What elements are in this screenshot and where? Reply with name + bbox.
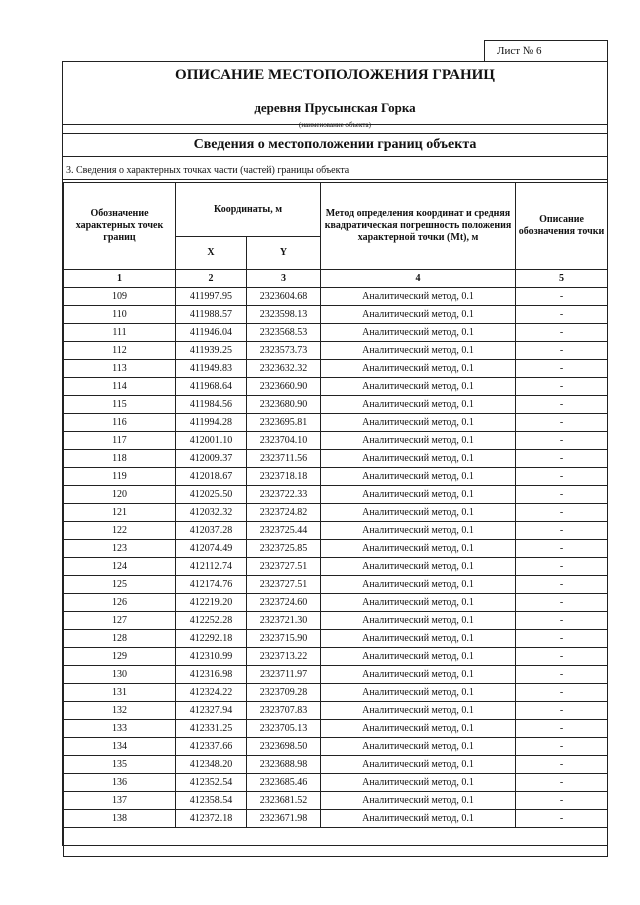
description-cell: -	[516, 450, 608, 468]
x-coordinate-cell: 411997.95	[176, 288, 247, 306]
x-coordinate-cell: 412348.20	[176, 756, 247, 774]
method-cell: Аналитический метод, 0.1	[321, 630, 516, 648]
point-id-cell: 109	[64, 288, 176, 306]
empty-footer-cell	[64, 828, 608, 857]
method-cell: Аналитический метод, 0.1	[321, 558, 516, 576]
y-coordinate-cell: 2323707.83	[247, 702, 321, 720]
method-cell: Аналитический метод, 0.1	[321, 306, 516, 324]
col-header-description: Описание обозначения точки	[516, 183, 608, 270]
x-coordinate-cell: 412372.18	[176, 810, 247, 828]
x-coordinate-cell: 411968.64	[176, 378, 247, 396]
point-id-cell: 125	[64, 576, 176, 594]
point-id-cell: 118	[64, 450, 176, 468]
method-cell: Аналитический метод, 0.1	[321, 540, 516, 558]
y-coordinate-cell: 2323724.82	[247, 504, 321, 522]
col-number: 1	[64, 270, 176, 288]
table-row	[64, 522, 608, 540]
description-cell: -	[516, 396, 608, 414]
x-coordinate-cell: 411988.57	[176, 306, 247, 324]
y-coordinate-cell: 2323568.53	[247, 324, 321, 342]
method-cell: Аналитический метод, 0.1	[321, 288, 516, 306]
description-cell: -	[516, 738, 608, 756]
x-coordinate-cell: 412337.66	[176, 738, 247, 756]
method-cell: Аналитический метод, 0.1	[321, 576, 516, 594]
x-coordinate-cell: 412324.22	[176, 684, 247, 702]
col-header-x: X	[176, 237, 247, 270]
table-row	[64, 612, 608, 630]
object-name-note: (наименование объекта)	[299, 121, 371, 129]
table-row	[64, 288, 608, 306]
description-cell: -	[516, 324, 608, 342]
sheet-number: Лист № 6	[484, 40, 608, 62]
point-id-cell: 133	[64, 720, 176, 738]
description-cell: -	[516, 630, 608, 648]
x-coordinate-cell: 412352.54	[176, 774, 247, 792]
object-name: деревня Прусынская Горка	[63, 92, 607, 125]
description-cell: -	[516, 756, 608, 774]
y-coordinate-cell: 2323698.50	[247, 738, 321, 756]
x-coordinate-cell: 411946.04	[176, 324, 247, 342]
y-coordinate-cell: 2323727.51	[247, 576, 321, 594]
description-cell: -	[516, 666, 608, 684]
method-cell: Аналитический метод, 0.1	[321, 504, 516, 522]
point-id-cell: 114	[64, 378, 176, 396]
table-row	[64, 630, 608, 648]
x-coordinate-cell: 412219.20	[176, 594, 247, 612]
y-coordinate-cell: 2323695.81	[247, 414, 321, 432]
x-coordinate-cell: 412327.94	[176, 702, 247, 720]
point-id-cell: 129	[64, 648, 176, 666]
point-id-cell: 120	[64, 486, 176, 504]
y-coordinate-cell: 2323671.98	[247, 810, 321, 828]
y-coordinate-cell: 2323660.90	[247, 378, 321, 396]
description-cell: -	[516, 720, 608, 738]
y-coordinate-cell: 2323573.73	[247, 342, 321, 360]
description-cell: -	[516, 468, 608, 486]
description-cell: -	[516, 558, 608, 576]
y-coordinate-cell: 2323704.10	[247, 432, 321, 450]
table-row	[64, 360, 608, 378]
document-frame	[62, 61, 608, 846]
description-cell: -	[516, 486, 608, 504]
col-number: 3	[247, 270, 321, 288]
x-coordinate-cell: 412025.50	[176, 486, 247, 504]
description-cell: -	[516, 612, 608, 630]
y-coordinate-cell: 2323713.22	[247, 648, 321, 666]
point-id-cell: 131	[64, 684, 176, 702]
point-id-cell: 136	[64, 774, 176, 792]
description-cell: -	[516, 414, 608, 432]
description-cell: -	[516, 306, 608, 324]
table-row	[64, 720, 608, 738]
table-row	[64, 504, 608, 522]
y-coordinate-cell: 2323685.46	[247, 774, 321, 792]
point-id-cell: 123	[64, 540, 176, 558]
subsection-title: 3. Сведения о характерных точках части (частей) границы объекта	[63, 162, 607, 180]
x-coordinate-cell: 412174.76	[176, 576, 247, 594]
point-id-cell: 126	[64, 594, 176, 612]
x-coordinate-cell: 412252.28	[176, 612, 247, 630]
table-row	[64, 432, 608, 450]
method-cell: Аналитический метод, 0.1	[321, 666, 516, 684]
section-title: Сведения о местоположении границ объекта	[63, 133, 607, 157]
method-cell: Аналитический метод, 0.1	[321, 324, 516, 342]
table-row	[64, 486, 608, 504]
point-id-cell: 113	[64, 360, 176, 378]
x-coordinate-cell: 412310.99	[176, 648, 247, 666]
method-cell: Аналитический метод, 0.1	[321, 342, 516, 360]
method-cell: Аналитический метод, 0.1	[321, 360, 516, 378]
method-cell: Аналитический метод, 0.1	[321, 756, 516, 774]
description-cell: -	[516, 684, 608, 702]
description-cell: -	[516, 540, 608, 558]
table-row	[64, 540, 608, 558]
y-coordinate-cell: 2323688.98	[247, 756, 321, 774]
y-coordinate-cell: 2323680.90	[247, 396, 321, 414]
method-cell: Аналитический метод, 0.1	[321, 738, 516, 756]
y-coordinate-cell: 2323709.28	[247, 684, 321, 702]
col-header-coords: Координаты, м	[176, 183, 321, 237]
table-row	[64, 414, 608, 432]
col-number: 5	[516, 270, 608, 288]
point-id-cell: 115	[64, 396, 176, 414]
y-coordinate-cell: 2323705.13	[247, 720, 321, 738]
point-id-cell: 130	[64, 666, 176, 684]
method-cell: Аналитический метод, 0.1	[321, 594, 516, 612]
method-cell: Аналитический метод, 0.1	[321, 432, 516, 450]
document-title: ОПИСАНИЕ МЕСТОПОЛОЖЕНИЯ ГРАНИЦ	[175, 67, 495, 83]
method-cell: Аналитический метод, 0.1	[321, 378, 516, 396]
method-cell: Аналитический метод, 0.1	[321, 396, 516, 414]
table-row	[64, 378, 608, 396]
description-cell: -	[516, 792, 608, 810]
description-cell: -	[516, 576, 608, 594]
table-row	[64, 738, 608, 756]
x-coordinate-cell: 411994.28	[176, 414, 247, 432]
x-coordinate-cell: 412032.32	[176, 504, 247, 522]
method-cell: Аналитический метод, 0.1	[321, 702, 516, 720]
x-coordinate-cell: 412018.67	[176, 468, 247, 486]
x-coordinate-cell: 412001.10	[176, 432, 247, 450]
y-coordinate-cell: 2323711.56	[247, 450, 321, 468]
method-cell: Аналитический метод, 0.1	[321, 648, 516, 666]
method-cell: Аналитический метод, 0.1	[321, 522, 516, 540]
point-id-cell: 121	[64, 504, 176, 522]
description-cell: -	[516, 648, 608, 666]
col-header-y: Y	[247, 237, 321, 270]
point-id-cell: 117	[64, 432, 176, 450]
x-coordinate-cell: 412009.37	[176, 450, 247, 468]
point-id-cell: 135	[64, 756, 176, 774]
description-cell: -	[516, 360, 608, 378]
col-header-point: Обозначение характерных точек границ	[64, 183, 176, 270]
method-cell: Аналитический метод, 0.1	[321, 612, 516, 630]
description-cell: -	[516, 702, 608, 720]
method-cell: Аналитический метод, 0.1	[321, 486, 516, 504]
y-coordinate-cell: 2323715.90	[247, 630, 321, 648]
col-number: 2	[176, 270, 247, 288]
point-id-cell: 132	[64, 702, 176, 720]
y-coordinate-cell: 2323718.18	[247, 468, 321, 486]
description-cell: -	[516, 522, 608, 540]
method-cell: Аналитический метод, 0.1	[321, 468, 516, 486]
description-cell: -	[516, 504, 608, 522]
x-coordinate-cell: 411949.83	[176, 360, 247, 378]
y-coordinate-cell: 2323681.52	[247, 792, 321, 810]
table-body	[64, 288, 608, 828]
x-coordinate-cell: 412316.98	[176, 666, 247, 684]
method-cell: Аналитический метод, 0.1	[321, 450, 516, 468]
x-coordinate-cell: 412331.25	[176, 720, 247, 738]
y-coordinate-cell: 2323711.97	[247, 666, 321, 684]
x-coordinate-cell: 412037.28	[176, 522, 247, 540]
point-id-cell: 134	[64, 738, 176, 756]
point-id-cell: 128	[64, 630, 176, 648]
point-id-cell: 119	[64, 468, 176, 486]
table-row	[64, 774, 608, 792]
y-coordinate-cell: 2323725.85	[247, 540, 321, 558]
table-row	[64, 792, 608, 810]
table-row	[64, 558, 608, 576]
table-row	[64, 684, 608, 702]
x-coordinate-cell: 412074.49	[176, 540, 247, 558]
point-id-cell: 112	[64, 342, 176, 360]
y-coordinate-cell: 2323604.68	[247, 288, 321, 306]
table-row	[64, 342, 608, 360]
description-cell: -	[516, 378, 608, 396]
x-coordinate-cell: 411939.25	[176, 342, 247, 360]
method-cell: Аналитический метод, 0.1	[321, 774, 516, 792]
x-coordinate-cell: 411984.56	[176, 396, 247, 414]
x-coordinate-cell: 412112.74	[176, 558, 247, 576]
y-coordinate-cell: 2323722.33	[247, 486, 321, 504]
y-coordinate-cell: 2323725.44	[247, 522, 321, 540]
point-id-cell: 124	[64, 558, 176, 576]
table-row	[64, 648, 608, 666]
method-cell: Аналитический метод, 0.1	[321, 414, 516, 432]
table-row	[64, 702, 608, 720]
table-row	[64, 450, 608, 468]
y-coordinate-cell: 2323598.13	[247, 306, 321, 324]
table-row	[64, 666, 608, 684]
point-id-cell: 116	[64, 414, 176, 432]
description-cell: -	[516, 288, 608, 306]
x-coordinate-cell: 412358.54	[176, 792, 247, 810]
table-row	[64, 468, 608, 486]
method-cell: Аналитический метод, 0.1	[321, 810, 516, 828]
table-row	[64, 594, 608, 612]
table-row	[64, 324, 608, 342]
points-table	[63, 182, 608, 857]
x-coordinate-cell: 412292.18	[176, 630, 247, 648]
table-row	[64, 396, 608, 414]
point-id-cell: 122	[64, 522, 176, 540]
description-cell: -	[516, 432, 608, 450]
col-number: 4	[321, 270, 516, 288]
description-cell: -	[516, 774, 608, 792]
description-cell: -	[516, 810, 608, 828]
y-coordinate-cell: 2323724.60	[247, 594, 321, 612]
table-footer-row	[64, 828, 608, 857]
y-coordinate-cell: 2323632.32	[247, 360, 321, 378]
table-row	[64, 756, 608, 774]
y-coordinate-cell: 2323721.30	[247, 612, 321, 630]
y-coordinate-cell: 2323727.51	[247, 558, 321, 576]
col-header-method: Метод определения координат и средняя квадратическая погрешность положения характерной точки (Mt), м	[321, 183, 516, 270]
table-row	[64, 306, 608, 324]
point-id-cell: 110	[64, 306, 176, 324]
description-cell: -	[516, 594, 608, 612]
table-row	[64, 576, 608, 594]
method-cell: Аналитический метод, 0.1	[321, 720, 516, 738]
point-id-cell: 127	[64, 612, 176, 630]
point-id-cell: 138	[64, 810, 176, 828]
table-row	[64, 810, 608, 828]
description-cell: -	[516, 342, 608, 360]
method-cell: Аналитический метод, 0.1	[321, 792, 516, 810]
method-cell: Аналитический метод, 0.1	[321, 684, 516, 702]
point-id-cell: 111	[64, 324, 176, 342]
point-id-cell: 137	[64, 792, 176, 810]
